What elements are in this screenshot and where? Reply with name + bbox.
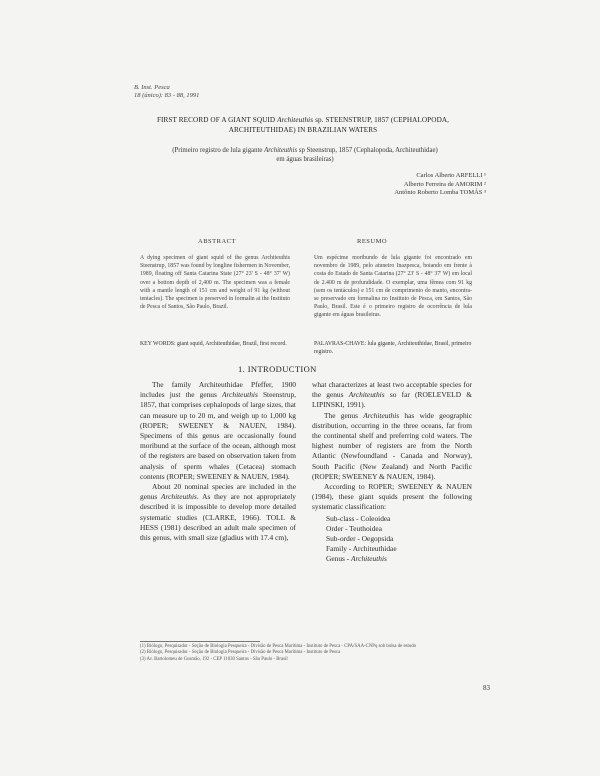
classification-item: Sub-order - Oegopsida — [326, 534, 394, 544]
resumo-text: Um espécime moribundo de lula gigante foi encontrado em novembro de 1989, pelo atuneiro Inazpesca, boiando em frente à costa do Estado de Santa Catarina (27° 23' S - 48° 37' W) em local de 2.400 m de profundidade. O exemplar, uma fêmea com 91 kg (sem os tentáculos) e 151 cm de comprimento do manto, encontra-se preservado em formalina no Instituto de Pesca, em Santos, São Paulo, Brasil. Este é o primeiro registro de ocorrência de lula gigante em águas brasileiras. — [314, 255, 472, 319]
classification-list — [312, 514, 472, 565]
resumo-keywords: PALAVRAS-CHAVE: lula gigante, Architeuthidae, Brasil, primeiro registro. — [314, 341, 472, 356]
classification-item: Genus - Architeuthis — [326, 554, 387, 564]
introduction-heading: 1. INTRODUCTION — [238, 364, 317, 374]
author: Alberto Ferreira de AMORIM ² — [403, 180, 486, 188]
intro-paragraph: The genus Architeuthis has wide geographic distribution, occurring in the three oceans, far from the continental shelf and preferring cold waters. The highest number of registers are from the North Atlantic (Newfoundland - Canada and Norway), South Pacific (New Zealand) and North Pacific (ROPER; SWEENEY & NAUEN, 1984). — [312, 410, 472, 481]
abstract-heading: ABSTRACT — [198, 238, 236, 245]
intro-paragraph: About 20 nominal species are included in the genus Architeuthis. As they are not appropriately described it is impossible to develop more detailed systematic studies (CLARKE, 1966). TOLL & HESS (1981) described an adult male specimen of this genus, with small size (gladius with 17.4 cm), — [140, 482, 297, 543]
abstract-keywords: KEY WORDS: giant squid, Architeuthidae, Brazil, first record. — [140, 341, 287, 347]
paper-subtitle: (Primeiro registro de lula gigante Architeuthis sp Steenstrup, 1857 (Cephalopoda, Architeuthidae) em águas brasileiras) — [172, 147, 438, 163]
intro-right-column — [312, 380, 472, 565]
footnote: (1) Biólogo, Pesquisador - Seção de Biologia Pesqueira - Divisão de Pesca Marítima - Instituto de Pesca - CPA/SAA-CNPq sob bolsa de estudo — [140, 644, 417, 649]
classification-item: Sub-class - Coleoidea — [326, 513, 391, 523]
footnotes — [140, 644, 472, 663]
intro-paragraph: what characterizes at least two acceptable species for the genus Architeuthis so far (ROELEVELD & LIPINSKI, 1991). — [312, 380, 473, 410]
author-list — [394, 172, 486, 198]
footnote: (2) Biólogo, Pesquisador - Seção de Biologia Pesqueira - Divisão de Pesca Marítima - Instituto de Pesca — [140, 650, 341, 656]
resumo-heading: RESUMO — [357, 238, 388, 245]
footnote-divider — [140, 641, 260, 642]
classification-item: Family - Architeuthidae — [326, 544, 397, 554]
title-genus: Architeuthis — [277, 116, 314, 124]
paper-title: FIRST RECORD OF A GIANT SQUID Architeuthis sp. STEENSTRUP, 1857 (CEPHALOPODA, ARCHITEUTHIDAE) IN BRAZILIAN WATERS — [156, 116, 450, 134]
journal-volume: 18 (único): 83 - 88, 1991 — [134, 92, 200, 99]
journal-citation — [134, 84, 199, 100]
intro-paragraph: The family Architeuthidae Pfeffer, 1900 includes just the genus Architeuthis Steenstrup, 1857, that comprises cephalopods of large sizes, that can measure up to 20 m, and weigh up to 1,000 kg (ROPER; SWEENEY & NAUEN, 1984). Specimens of this genus are occasionally found moribund at the surface of the ocean, although most of the registers are based on observation taken from analysis of sperm whales (Cetacea) stomach contents (ROPER; SWEENEY & NAUEN, 1984). — [140, 380, 296, 481]
intro-left-column — [140, 380, 296, 543]
abstract-text: A dying specimen of giant squid of the genus Architeuthis Steenstrup, 1857 was found by longline fishermen in November, 1989, floating off Santa Catarina State (27° 23' S - 48° 37' W) over a bottom depth of 2,400 m. The specimen was a female with a mantle length of 151 cm and weight of 91 kg (without tentacles). The specimen is preserved in formalin at the Instituto de Pesca of Santos, São Paulo, Brazil. — [140, 255, 290, 311]
footnote: (3) Av. Bartolomeu de Gusmão, 192 - CEP 11030 Santos - São Paulo - Brasil — [140, 656, 288, 662]
author: Carlos Alberto ARFELLI ¹ — [416, 172, 486, 179]
page-number: 83 — [483, 684, 490, 692]
journal-name: B. Inst. Pesca — [134, 84, 170, 91]
classification-item: Order - Teuthoidea — [326, 523, 382, 533]
intro-paragraph: According to ROPER; SWEENEY & NAUEN (1984), these giant squids present the following systematic classification: — [312, 482, 472, 512]
author: Antônio Roberto Lomba TOMÁS ³ — [394, 189, 486, 196]
